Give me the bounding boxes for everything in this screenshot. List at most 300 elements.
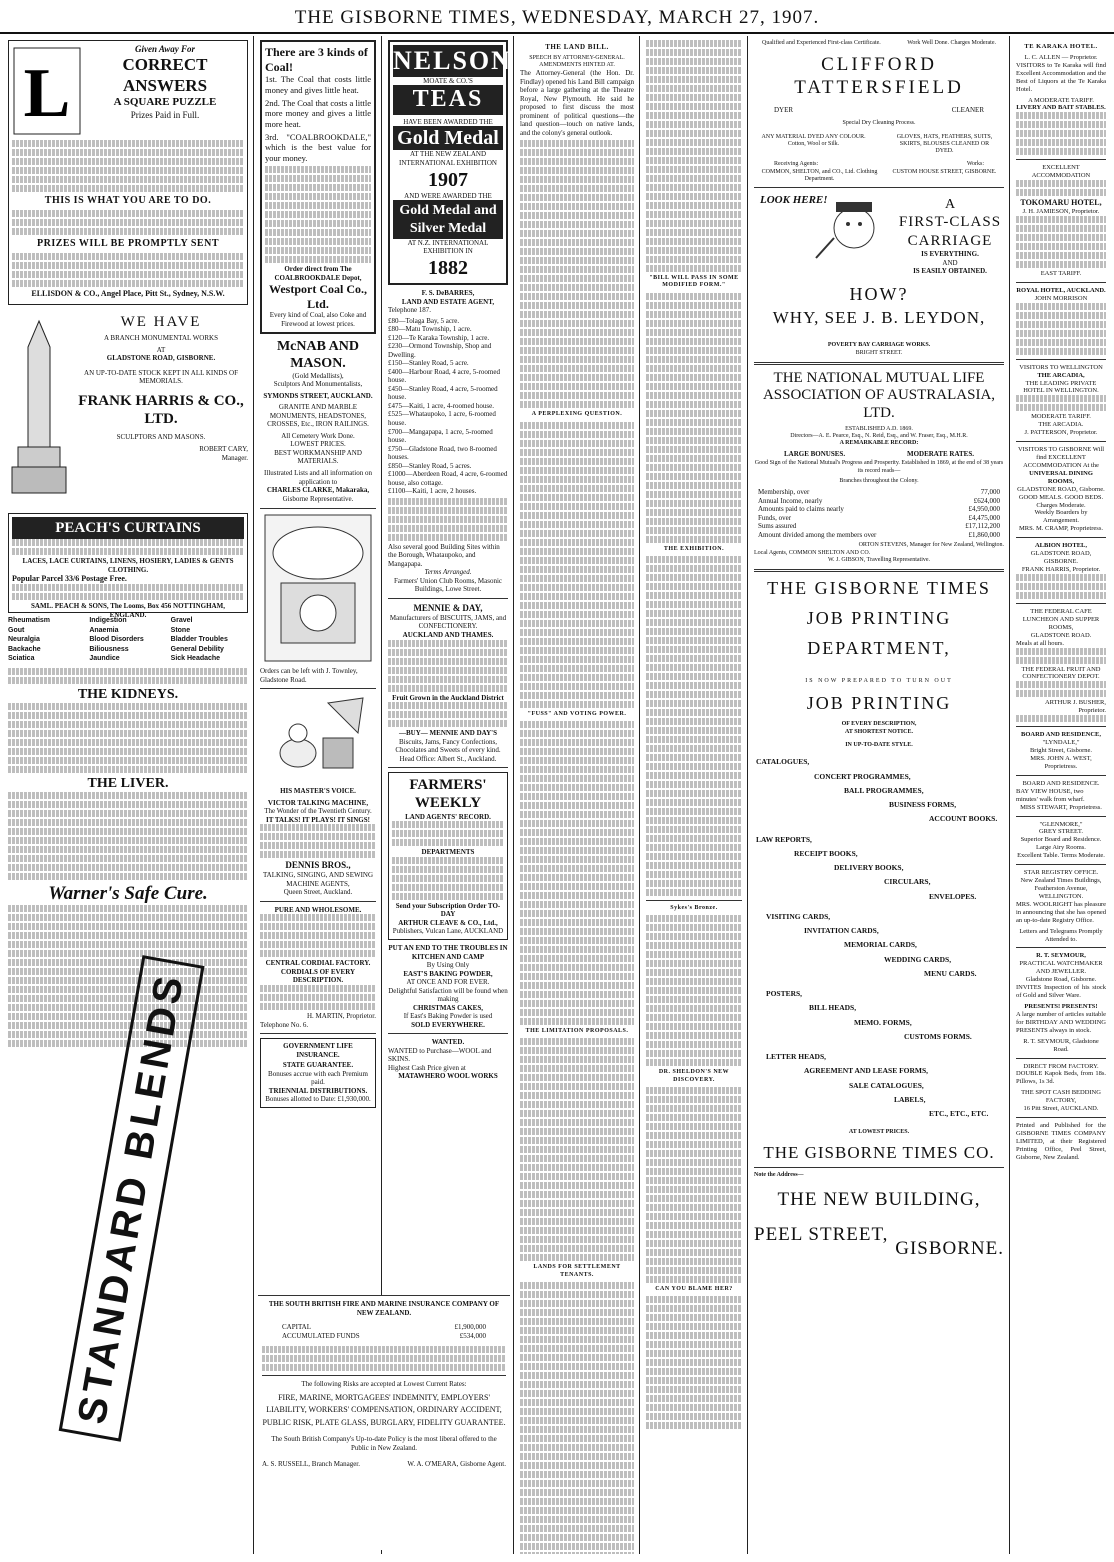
ailment: Backache (8, 645, 41, 653)
stats-table (758, 488, 1000, 539)
meals: Meals at all hours. (1016, 639, 1065, 647)
ailment: Indigestion (89, 617, 127, 624)
ailment: Anaemia (89, 626, 119, 634)
column-rule (513, 36, 514, 1554)
cramp: MRS. M. CRAMP, Proprietress. (1019, 525, 1103, 533)
sculptors: SCULPTORS AND MASONS. (116, 432, 206, 441)
settlement-heading: LANDS FOR SETTLEMENT TENANTS. (533, 1264, 621, 1278)
stats-row (758, 531, 1000, 540)
branches: Branches throughout the Colony. (839, 477, 919, 484)
mcnab-ad (260, 338, 376, 504)
poverty: POVERTY BAY CARRIAGE WORKS. (827, 342, 931, 349)
departments: DEPARTMENTS (421, 848, 475, 857)
cemetery: All Cemetery Work Done. (281, 431, 355, 440)
monument-icon (10, 317, 68, 497)
medallists: (Gold Medallists), (292, 371, 344, 380)
stat-value: £17,112,200 (965, 522, 1000, 531)
column-7 (1012, 36, 1110, 1554)
exhibition-heading: THE EXHIBITION. (663, 545, 725, 552)
stat-value: £4,475,000 (968, 513, 1000, 522)
note-address: Note the Address— (754, 1172, 804, 1179)
dyer: DYER (774, 105, 794, 114)
subscription: Send your Subscription Order TO-DAY (395, 901, 501, 919)
bayview: BAY VIEW HOUSE, two minutes' walk from wharf. (1016, 787, 1085, 803)
lyndale: "LYNDALE," (1042, 739, 1080, 747)
allen: L. C. ALLEN — Proprietor. (1024, 53, 1098, 61)
puzzle-paid: PRIZES WILL BE PROMPTLY SENT (36, 238, 219, 250)
stats-row (758, 522, 1000, 531)
christmas: CHRISTMAS CAKES, (412, 1003, 483, 1012)
terms: Terms Arranged. (424, 568, 472, 577)
letters: Letters and Telegrams Promptly Attended to. (1019, 927, 1103, 943)
ailment: Gout (8, 626, 25, 634)
manager: Manager. (221, 453, 248, 462)
service: CUSTOMS FORMS. (904, 1031, 972, 1041)
coal-1: 1st. The Coal that costs little money and gives little heat. (265, 74, 371, 95)
column-rule (639, 36, 640, 1554)
sold: SOLD EVERYWHERE. (411, 1020, 485, 1029)
gt-dept: DEPARTMENT, (807, 638, 951, 659)
every: OF EVERY DESCRIPTION, (841, 721, 917, 728)
ailment: Rheumatism (8, 617, 51, 624)
spot: THE SPOT CASH BEDDING FACTORY, (1021, 1089, 1101, 1105)
talks: IT TALKS! IT PLAYS! IT SINGS! (266, 815, 370, 824)
debarres: F. S. DeBARRES, (421, 289, 475, 298)
good-meals: GOOD MEALS. GOOD BEDS. (1018, 493, 1104, 501)
manager-name: ROBERT CARY, (199, 445, 248, 454)
debarres-sub: LAND AND ESTATE AGENT, (401, 297, 495, 306)
royal: ROYAL HOTEL, AUCKLAND. (1016, 286, 1106, 294)
coal-3: 3rd. "COALBROOKDALE," which is the best value for your money. (265, 132, 371, 163)
stats-row (758, 497, 1000, 506)
stat-label: Amounts paid to claims nearly (758, 505, 844, 514)
custom: CUSTOM HOUSE STREET, GISBORNE. (892, 168, 997, 175)
clarke: CHARLES CLARKE, Makaraka, (266, 486, 370, 495)
stat-value: £624,000 (973, 496, 1000, 505)
gibson: W. J. GIBSON, Travelling Representative. (827, 556, 931, 563)
sculptors: Sculptors And Monumentalists, (273, 380, 363, 389)
nelson: NELSON (393, 46, 512, 75)
ailment: Sick Headache (170, 655, 221, 663)
new-building: THE NEW BUILDING, (777, 1188, 981, 1210)
buy: —BUY— MENNIE AND DAY'S (399, 729, 497, 738)
year-1882: 1882 (428, 256, 468, 279)
pure-heading: PURE AND WHOLESOME. (274, 905, 362, 914)
carriage: CARRIAGE (907, 232, 993, 249)
land-bill-body: The Attorney-General (the Hon. Dr. Findlay) opened his Land Bill campaign before a large gathering at the Theatre Royal, New Plymouth. He said he proposed to first discuss the most prominent of political questions—the land question—touch on native lands, and the colony's general outlook. (520, 69, 634, 137)
listing: £750—Gladstone Road, two 8-roomed houses. (388, 444, 497, 462)
ailment: Neuralgia (8, 636, 40, 644)
service: CATALOGUES, (756, 757, 810, 767)
symonds: SYMONDS STREET, AUCKLAND. (263, 391, 373, 400)
to-gisborne: VISITORS TO GISBORNE Will find EXCELLENT ACCOMMODATION At the (1017, 446, 1105, 469)
representative: Gisborne Representative. (282, 494, 354, 503)
service: LETTER HEADS, (766, 1052, 827, 1062)
teas: TEAS (393, 85, 503, 114)
bonuses: Bonuses accrue with each Premium paid. (268, 1069, 368, 1087)
willpass-heading: "BILL WILL PASS IN SOME MODIFIED FORM." (649, 275, 739, 289)
listing: £475—Kaiti, 1 acre, 4-roomed house. (388, 401, 494, 410)
board2: BOARD AND RESIDENCE. (1022, 779, 1100, 787)
table: Excellent Table. Terms Moderate. (1017, 852, 1105, 860)
moderate: MODERATE TARIFF. (1031, 413, 1091, 421)
work-done: Work Well Done. Charges Moderate. (907, 40, 996, 46)
job-printing: JOB PRINTING (806, 693, 952, 714)
and-were: AND WERE AWARDED THE (404, 191, 492, 200)
bright-street: Bright Street, Gisborne. (1029, 747, 1093, 755)
peach-title: PEACH'S CURTAINS (12, 517, 244, 539)
year-1907: 1907 (428, 168, 468, 191)
capital-label: CAPITAL (282, 1323, 311, 1332)
coal-order: Order direct from The COALBROOKDALE Depot, (274, 265, 362, 282)
puzzle-letter-icon (12, 46, 82, 136)
listing: £1000—Aberdeen Road, 4 acre, 6-roomed house, also cottage. (388, 470, 508, 487)
carriage-a: A (944, 197, 956, 213)
at: AT (156, 345, 166, 354)
seymour-address: Gladstone Road, Gisborne. (1025, 976, 1097, 984)
tattersfield: TATTERSFIELD (794, 77, 964, 99)
dennis-sub: TALKING, SINGING, AND SEWING MACHINE AGENTS, (262, 871, 374, 888)
established: ESTABLISHED A.D. 1869. (845, 425, 913, 432)
commons: COMMON, SHELTON, and CO., Ltd. Clothing Department. (761, 168, 878, 183)
sheldon-heading: DR. SHELDON'S NEW DISCOVERY. (658, 1069, 730, 1083)
column-rule (253, 36, 254, 1554)
fruit: Fruit Grown in the Auckland District (392, 693, 504, 702)
gladstone-road: GLADSTONE ROAD, GISBORNE. (106, 354, 216, 363)
land-bill-heading: THE LAND BILL. (545, 43, 609, 51)
nelson-teas-ad (388, 40, 512, 285)
gramophone-dog-icon (268, 693, 368, 783)
why-see: WHY, SEE J. B. LEYDON, (772, 308, 986, 328)
stat-label: Annual Income, nearly (758, 496, 823, 505)
easts: EAST'S BAKING POWDER, (403, 969, 493, 978)
stewart: MISS STEWART, Proprietress. (1020, 803, 1102, 811)
excellent: EXCELLENT ACCOMMODATION (1031, 164, 1091, 180)
capital-row (282, 1323, 486, 1332)
visitors: VISITORS to Te Karaka will find Excellent Accommodation and the Best of Liquors at the Te Karaka Hotel. (1016, 61, 1106, 93)
special: Special Dry Cleaning Process. (842, 120, 916, 127)
column-6 (750, 36, 1008, 1554)
direct: DIRECT FROM FACTORY. (1023, 1062, 1099, 1070)
east-tariff: EAST TARIFF. (1040, 269, 1082, 277)
fruit: THE FEDERAL FRUIT AND CONFECTIONERY DEPOT. (1021, 665, 1101, 681)
peach-parcel: Popular Parcel 33/6 Postage Free. (12, 574, 127, 584)
gold-medal: Gold Medal (393, 126, 503, 150)
federal: THE FEDERAL CAFE LUNCHEON AND SUPPER ROOMS, (1022, 607, 1100, 631)
service: ACCOUNT BOOKS. (929, 814, 998, 824)
listing: £525—Whataupoko, 1 acre, 6-roomed house. (388, 410, 496, 427)
coal-note: Every kind of Coal, also Coke and Firewood at lowest prices. (269, 311, 367, 328)
weekly: Weekly Boarders by Arrangement. (1034, 509, 1088, 525)
service: ETC., ETC., ETC. (929, 1109, 989, 1119)
service: AGREEMENT AND LEASE FORMS, (804, 1066, 929, 1076)
works: Works: (966, 161, 984, 168)
dennis: DENNIS BROS., (285, 860, 351, 871)
invites: INVITES Inspection of his stock of Gold and Silver Ware. (1016, 984, 1106, 1000)
delightful: Delightful Satisfaction will be found when making (388, 986, 508, 1004)
ailment: Sciatica (8, 655, 35, 663)
wanted-body: WANTED to Purchase—WOOL and SKINS. (388, 1046, 492, 1064)
birthday: A large number of articles suitable for BIRTHDAY AND WEDDING PRESENTS always in stock. (1016, 1010, 1106, 1034)
peach-ad (8, 513, 248, 619)
service: POSTERS, (766, 989, 803, 999)
lowest: AT LOWEST PRICES. (848, 1129, 910, 1136)
ailment: General Debility (170, 645, 224, 653)
stat-value: 77,000 (980, 488, 1000, 497)
puzzle-instructions: THIS IS WHAT YOU ARE TO DO. (44, 195, 212, 206)
puzzle-address: ELLISDON & CO., Angel Place, Pitt St., Sydney, N.S.W. (31, 289, 225, 299)
qualified: Qualified and Experienced First-class Certificate. (762, 40, 881, 46)
ailment: Blood Disorders (89, 636, 144, 644)
column-5 (642, 36, 746, 1554)
puzzle-head2: CORRECT ANSWERS (122, 54, 208, 95)
triennial: TRIENNIAL DISTRIBUTIONS. (268, 1086, 368, 1095)
spot-address: 16 Pitt Street, AUCKLAND. (1023, 1105, 1099, 1113)
standard-blends-text: STANDARD BLENDS (59, 955, 205, 1442)
sykes-heading: Sykes's Bronze. (670, 904, 718, 911)
service: MEMORIAL CARDS, (844, 940, 917, 950)
peach-address: SAML. PEACH & SONS, The Looms, Box 456 NOTTINGHAM, ENGLAND. (31, 602, 225, 619)
carriage-ad (754, 192, 1004, 342)
martin: H. MARTIN, Proprietor. (307, 1011, 376, 1020)
risks: The following Risks are accepted at Lowest Current Rates: (301, 1380, 467, 1389)
listing: £1100—Kaiti, 1 acre, 2 houses. (388, 487, 477, 496)
kidneys-heading: THE KIDNEYS. (77, 686, 179, 702)
state: STATE GUARANTEE. (282, 1061, 354, 1070)
service: CONCERT PROGRAMMES, (814, 771, 911, 781)
warner-heading: Warner's Safe Cure. (48, 882, 208, 904)
omeara: W. A. O'MEARA, Gisborne Agent. (407, 1460, 506, 1469)
star-address: New Zealand Times Buildings, Featherston Avenue, WELLINGTON. (1020, 877, 1102, 900)
service: BUSINESS FORMS, (889, 800, 957, 810)
ifeast: If East's Baking Powder is used (403, 1012, 493, 1021)
albion-address: GLADSTONE ROAD, GISBORNE. (1030, 550, 1092, 566)
mennie: MENNIE & DAY, (413, 602, 483, 613)
universal: UNIVERSAL DINING ROOMS, (1029, 469, 1093, 485)
farmers-weekly: FARMERS' WEEKLY (409, 777, 487, 812)
shop-illustration (263, 513, 373, 663)
everything: IS EVERYTHING. (921, 250, 979, 259)
exhibition: AT THE NEW ZEALAND INTERNATIONAL EXHIBITION (399, 150, 497, 167)
putan: PUT AN END TO THE TROUBLES IN KITCHEN AND CAMP (388, 943, 508, 961)
peach-body: LACES, LACE CURTAINS, LINENS, HOSIERY, LADIES & GENTS CLOTHING. (22, 557, 234, 574)
seymour2: R. T. SEYMOUR, Gladstone Road. (1023, 1037, 1099, 1053)
local: Local Agents, COMMON SHELTON AND CO. (754, 549, 871, 556)
tokomaru: TOKOMARU HOTEL, (1020, 198, 1102, 208)
fuss-heading: "FUSS" AND VOTING POWER. (527, 710, 627, 717)
stats-row (758, 488, 1000, 497)
service: MENU CARDS. (924, 968, 977, 978)
federal-address: GLADSTONE ROAD. (1030, 631, 1092, 639)
moates: MOATE & CO.'S (423, 76, 473, 85)
service: RECEIPT BOOKS, (794, 848, 858, 858)
amendments: AMENDMENTS HINTED AT. (539, 61, 615, 68)
column-rule (1009, 36, 1010, 1554)
funds-row (282, 1332, 486, 1341)
peel: PEEL STREET, (754, 1223, 889, 1245)
orton: ORTON STEVENS, Manager for New Zealand, Wellington. (858, 542, 1004, 549)
puzzle-prize: Prizes Paid in Full. (130, 109, 200, 120)
watchmaker: PRACTICAL WATCHMAKER AND JEWELLER. (1019, 960, 1103, 976)
woolright: MRS. WOOLRIGHT has pleasure in announcing that she has opened an up-to-date Registry Office. (1016, 900, 1106, 924)
listing: £230—Ormond Township, Shop and Dwelling. (388, 342, 492, 359)
uptodate: IN UP-TO-DATE STYLE. (845, 742, 913, 749)
mennie-sub: Manufacturers of BISCUITS, JAMS, and CONFECTIONERY. (389, 613, 507, 631)
agent-name: ARTHUR CLEAVE & CO., Ltd., (398, 918, 498, 927)
national-mutual: THE NATIONAL MUTUAL LIFE ASSOCIATION OF AUSTRALASIA, LTD. (762, 370, 996, 421)
karaka: TE KARAKA HOTEL. (1024, 43, 1098, 50)
at-nz: AT N.Z. INTERNATIONAL EXHIBITION IN (407, 238, 489, 256)
stats-row (758, 505, 1000, 514)
mcnab: McNAB AND MASON. (276, 338, 360, 371)
column-rule (747, 36, 748, 1554)
mennie-place: AUCKLAND AND THAMES. (402, 631, 494, 639)
patterson: J. PATTERSON, Proprietor. (1024, 429, 1098, 437)
russell: A. S. RUSSELL, Branch Manager. (262, 1460, 360, 1469)
harris: FRANK HARRIS, Proprietor. (1021, 566, 1101, 574)
puzzle-sub: A SQUARE PUZZLE (113, 96, 217, 109)
firstclass: FIRST-CLASS (898, 214, 1002, 231)
masthead-title: THE GISBORNE TIMES, WEDNESDAY, MARCH 27, 1907. (294, 7, 820, 28)
gisborne: GISBORNE. (895, 1237, 1004, 1259)
livery: LIVERY AND BAIT STABLES. (1016, 104, 1106, 112)
bright: BRIGHT STREET. (855, 349, 903, 356)
ailment: Stone (170, 626, 191, 634)
frank-harris: FRANK HARRIS & CO., LTD. (78, 392, 244, 428)
superior: Superior Board and Residence. (1020, 836, 1102, 844)
service: INVITATION CARDS, (804, 926, 879, 936)
sections: Also several good Building Sites within the Borough, Whataupoko, and Mangapapa. (388, 542, 500, 568)
short: AT SHORTEST NOTICE. (845, 728, 913, 735)
listing: £120—Te Karaka Township, 1 acre. (388, 333, 490, 342)
dennis-address: Queen Street, Auckland. (283, 888, 353, 897)
policy: The South British Company's Up-to-date Policy is the most liberal offered to the Public in New Zealand. (271, 1435, 497, 1452)
west: MRS. JOHN A. WEST, Proprietress. (1030, 755, 1092, 770)
gold-silver: Gold Medal and Silver Medal (393, 200, 503, 238)
awarded: HAVE BEEN AWARDED THE (403, 117, 493, 126)
risk-list: FIRE, MARINE, MORTGAGEES' INDEMNITY, EMPLOYERS' LIABILITY, WORKERS' COMPENSATION, ORDINARY ACCIDENT, PUBLIC RISK, PLATE GLASS, BURGLARY, FIDELITY GUARANTEE. (262, 1392, 506, 1428)
charges: Charges Moderate. (1036, 501, 1086, 509)
morrison: JOHN MORRISON (1034, 294, 1088, 302)
granite: GRANITE AND MARBLE MONUMENTS, HEADSTONES, CROSSES, Etc., IRON RAILINGS. (267, 403, 369, 429)
service: SALE CATALOGUES, (849, 1080, 924, 1090)
stats-row (758, 514, 1000, 523)
telephone: Telephone 187. (388, 306, 432, 315)
listing: £450—Stanley Road, 4 acre, 5-roomed house. (388, 384, 498, 402)
service: BALL PROGRAMMES, (844, 785, 924, 795)
land-agents: LAND AGENTS' RECORD. (405, 812, 491, 821)
capital: £1,900,000 (454, 1323, 486, 1332)
service: MEMO. FORMS, (854, 1017, 912, 1027)
farmers-weekly-ad (388, 772, 508, 940)
liver-heading: THE LIVER. (87, 775, 169, 791)
highest: Highest Cash Price given at (388, 1063, 466, 1072)
rates: MODERATE RATES. (906, 449, 974, 458)
stat-label: Membership, over (758, 488, 810, 497)
south-british-ad (258, 1295, 510, 1550)
svg-text:L: L (23, 55, 71, 132)
jamieson: J. H. JAMIESON, Proprietor. (1022, 207, 1100, 215)
albion: ALBION HOTEL, (1034, 542, 1087, 550)
masters-voice: HIS MASTER'S VOICE. (280, 787, 356, 796)
gladstone: GLADSTONE ROAD, Gisborne. (1017, 485, 1105, 493)
listing: £150—Stanley Road, 5 acre. (388, 359, 469, 368)
service: LAW REPORTS, (756, 834, 812, 844)
workmanship: BEST WORKMANSHIP AND MATERIALS. (274, 448, 362, 466)
printed: Printed and Published for the GISBORNE TIMES COMPANY LIMITED, at their Registered Printing Office, Peel Street, Gisborne, New Zealand. (1016, 1122, 1106, 1161)
stat-value: £1,860,000 (968, 530, 1000, 539)
coal-ad (260, 40, 376, 334)
tariff: A MODERATE TARIFF. (1028, 96, 1094, 104)
man-pointing-icon (814, 198, 884, 278)
and: AND (942, 258, 958, 267)
ailment: Biliousness (89, 645, 129, 653)
glenmore: "GLENMORE," (1039, 820, 1083, 828)
service: WEDDING CARDS, (884, 954, 952, 964)
central-cordial: CENTRAL CORDIAL FACTORY. (265, 959, 371, 968)
monument-ad (8, 313, 248, 508)
listing: £850—Stanley Road, 5 acres. (388, 461, 472, 470)
listing: £80—Matu Township, 1 acre. (388, 325, 472, 334)
rooms: Large Airy Rooms. (1036, 844, 1086, 852)
presents: PRESENTS! PRESENTS! (1024, 1002, 1098, 1010)
victor: VICTOR TALKING MACHINE, (267, 798, 369, 807)
arcadia2: THE ARCADIA. (1038, 421, 1084, 429)
gt-job: JOB PRINTING (806, 608, 952, 629)
busher: ARTHUR J. BUSHER, Proprietor. (1044, 699, 1106, 715)
listings (388, 317, 508, 496)
govt: GOVERNMENT LIFE INSURANCE. (283, 1042, 353, 1059)
ailment: Jaundice (89, 655, 120, 663)
listing: £700—Mangapapa, 1 acre, 5-roomed house. (388, 427, 493, 445)
how: HOW? (849, 284, 909, 305)
listing: £80—Tolaga Bay, 5 acre. (388, 316, 460, 325)
south-british: THE SOUTH BRITISH FIRE AND MARINE INSURANCE COMPANY OF NEW ZEALAND. (268, 1300, 500, 1317)
puzzle-head1: Given Away For (135, 44, 195, 54)
lowest: LOWEST PRICES. (290, 440, 346, 449)
receiving: Receiving Agents: (774, 161, 819, 168)
service: VISITING CARDS, (766, 911, 831, 921)
wanted: WANTED. (431, 1038, 465, 1047)
column-4 (516, 36, 638, 1554)
prepared: IS NOW PREPARED TO TURN OUT (805, 678, 953, 685)
publishers: Publishers, Vulcan Lane, AUCKLAND (392, 927, 504, 936)
gloves: GLOVES, HATS, FEATHERS, SUITS, SKIRTS, BLOUSES CLEANED OR DYED. (896, 133, 993, 155)
ailment: Bladder Troubles (170, 636, 228, 644)
good-sign: Good Sign of the National Mutual's Progress and Prosperity. Established in 1869, at the end of 38 years its record reads— (754, 460, 1004, 474)
matawhero: MATAWHERO WOOL WORKS (398, 1072, 498, 1081)
stat-label: Sums assured (758, 522, 797, 531)
service: CIRCULARS, (884, 877, 931, 887)
atonce: AT ONCE AND FOR EVER. (406, 978, 490, 987)
byusing: By Using Only (426, 961, 470, 970)
any-material: ANY MATERIAL DYED ANY COLOUR. Cotton, Wool or Silk. (761, 133, 866, 147)
seymour: R. T. SEYMOUR, (1036, 952, 1086, 960)
catalogue: Illustrated Lists and all information on application to (264, 468, 372, 486)
telephone: Telephone No. 6. (260, 1020, 309, 1029)
record: A REMARKABLE RECORD: (839, 440, 919, 447)
head-office: Head Office: Albert St., Auckland. (399, 754, 497, 763)
service: BILL HEADS, (809, 1003, 857, 1013)
services-list (754, 755, 1004, 1121)
debarres-address: Farmers' Union Club Rooms, Masonic Buildings, Lowe Street. (393, 576, 502, 594)
wonder: The Wonder of the Twentieth Century. (264, 807, 372, 816)
coal-head: There are 3 kinds of Coal! (265, 45, 368, 74)
gt-the: THE GISBORNE TIMES (767, 578, 991, 599)
arcadia: THE ARCADIA, (1037, 371, 1085, 379)
canyou-heading: CAN YOU BLAME HER? (655, 1285, 733, 1292)
wehave: WE HAVE (120, 314, 202, 330)
